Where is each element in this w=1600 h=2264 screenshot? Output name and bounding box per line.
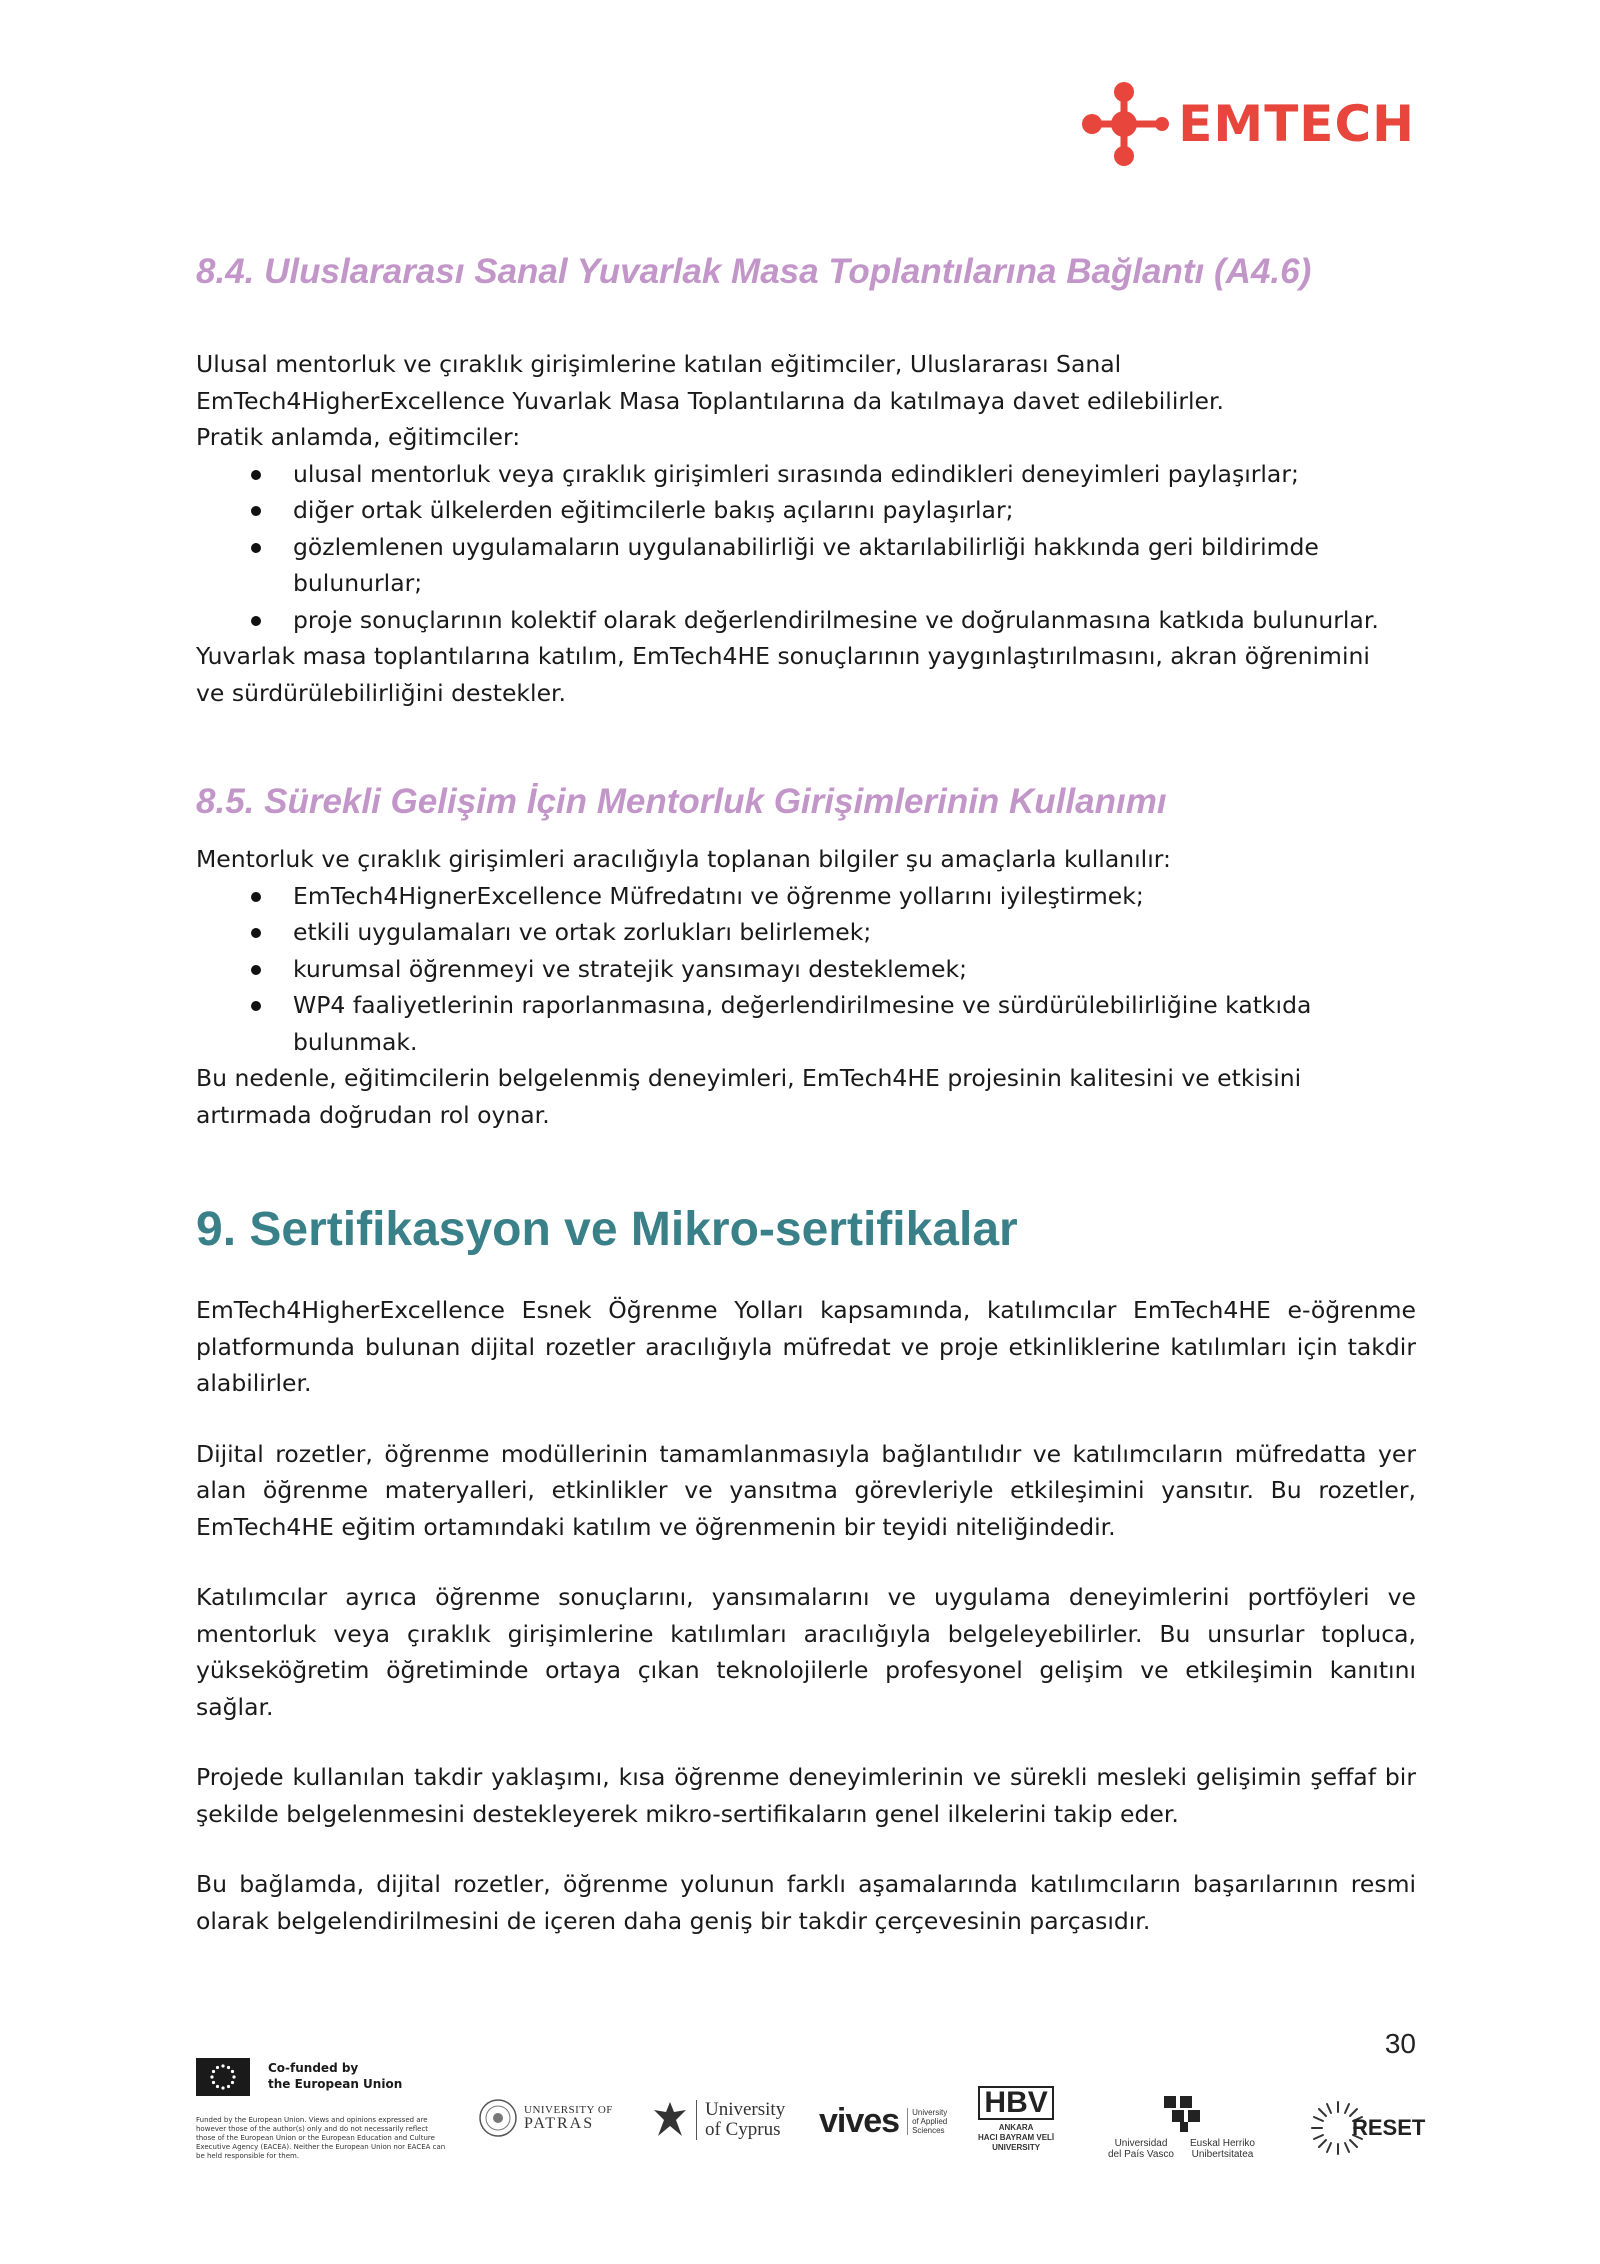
section-8-4-intro-line1: Ulusal mentorluk ve çıraklık girişimlerine katılan eğitimciler, Uluslararası Sanal bbox=[196, 350, 1122, 378]
footer bbox=[196, 2058, 1426, 2178]
list-item: WP4 faaliyetlerinin raporlanmasına, değerlendirilmesine ve sürdürülebilirliğine katkıda bulunmak. bbox=[196, 987, 1416, 1060]
university-of-cyprus-logo bbox=[652, 2100, 785, 2140]
ehu-right1: Euskal Herriko bbox=[1189, 2138, 1255, 2149]
section-9-paragraph-3: Katılımcılar ayrıca öğrenme sonuçlarını, yansımalarını ve uygulama deneyimlerini portföyleri ve mentorluk veya çıraklık girişimlerine katılımları aracılığıyla belgeleyebilirler. Bu unsurlar topluca, yükseköğretim öğretiminde ortaya çıkan teknolojilerle profesyonel gelişim ve etkileşimin kanıtını sağlar. bbox=[196, 1583, 1416, 1721]
vives-logo bbox=[819, 2102, 947, 2141]
section-8-4-title: 8.4. Uluslararası Sanal Yuvarlak Masa Toplantılarına Bağlantı (A4.6) bbox=[196, 252, 1312, 291]
section-9-title: 9. Sertifikasyon ve Mikro-sertifikalar bbox=[196, 1203, 1018, 1256]
hbv-sub3: UNIVERSITY bbox=[992, 2143, 1041, 2152]
section-8-4-intro-line2: EmTech4HigherExcellence Yuvarlak Masa Toplantılarına da katılmaya davet edilebilirler. bbox=[196, 386, 1224, 415]
ehu-left2: del País Vasco bbox=[1108, 2149, 1174, 2160]
section-8-4 bbox=[196, 250, 1416, 294]
section-8-4-intro-line3: Pratik anlamda, eğitimciler: bbox=[196, 423, 521, 451]
list-item: EmTech4HignerExcellence Müfredatını ve öğrenme yollarını iyileştirmek; bbox=[196, 878, 1416, 915]
patras-line2: PATRAS bbox=[524, 2115, 595, 2132]
eu-flag-icon bbox=[196, 2058, 250, 2096]
ehu-left1: Universidad bbox=[1114, 2138, 1168, 2149]
list-item: gözlemlenen uygulamaların uygulanabilirliği ve aktarılabilirliği hakkında geri bildirimde bulunurlar; bbox=[196, 529, 1416, 602]
section-8-5-outro-line1: Bu nedenle, eğitimcilerin belgelenmiş deneyimleri, EmTech4HE projesinin kalitesini ve etkisini bbox=[196, 1064, 1302, 1092]
ehu-emblem-icon bbox=[1154, 2094, 1210, 2134]
eu-disclaimer: Funded by the European Union. Views and opinions expressed are however those of the author(s) only and do not necessarily reflect those of the European Union or the European Education and Culture Executive Agency (EACEA). Neither the European Union nor EACEA can be held responsible for them. bbox=[196, 2116, 446, 2160]
emtech-logo bbox=[1078, 78, 1415, 170]
patras-seal-icon bbox=[478, 2098, 518, 2138]
cyprus-emblem-icon bbox=[652, 2100, 688, 2140]
section-9 bbox=[196, 1200, 1416, 1260]
hbv-mark: HBV bbox=[978, 2086, 1053, 2120]
section-9-paragraph-5: Bu bağlamda, dijital rozetler, öğrenme yolunun farklı aşamalarında katılımcıların başarılarının resmi olarak belgelendirilmesini de içeren daha geniş bir takdir çerçevesinin parçasıdır. bbox=[196, 1870, 1416, 1935]
section-8-4-body bbox=[196, 346, 1416, 711]
list-item: ulusal mentorluk veya çıraklık girişimleri sırasında edindikleri deneyimleri paylaşırlar; bbox=[196, 456, 1416, 493]
hbv-sub1: ANKARA bbox=[998, 2123, 1034, 2132]
logo-text: EMTECH bbox=[1178, 95, 1415, 153]
section-8-5-body bbox=[196, 841, 1416, 1133]
section-8-4-outro-line1: Yuvarlak masa toplantılarına katılım, EmTech4HE sonuçlarının yaygınlaştırılmasını, akran öğrenimini bbox=[196, 642, 1370, 670]
vives-sub2: of Applied bbox=[912, 2117, 948, 2126]
reset-wordmark: RESET bbox=[1352, 2115, 1426, 2140]
section-8-5-bullet-list bbox=[196, 878, 1416, 1061]
hbv-sub2: HACI BAYRAM VELİ bbox=[978, 2133, 1055, 2142]
list-item: kurumsal öğrenmeyi ve stratejik yansımayı desteklemek; bbox=[196, 951, 1416, 988]
list-item: proje sonuçlarının kolektif olarak değerlendirilmesine ve doğrulanmasına katkıda bulunurlar. bbox=[196, 602, 1416, 639]
section-8-5-title: 8.5. Sürekli Gelişim İçin Mentorluk Girişimlerinin Kullanımı bbox=[196, 782, 1167, 821]
section-8-5-intro: Mentorluk ve çıraklık girişimleri aracılığıyla toplanan bilgiler şu amaçlarla kullanılır: bbox=[196, 845, 1171, 873]
vives-sub1: University bbox=[912, 2108, 948, 2117]
list-item: diğer ortak ülkelerden eğitimcilerle bakış açılarını paylaşırlar; bbox=[196, 492, 1416, 529]
section-8-5-outro-line2: artırmada doğrudan rol oynar. bbox=[196, 1100, 550, 1129]
section-9-body bbox=[196, 1292, 1416, 1939]
section-8-5 bbox=[196, 780, 1416, 824]
haci-bayram-veli-logo bbox=[978, 2086, 1054, 2153]
patras-line1: UNIVERSITY OF bbox=[524, 2104, 613, 2116]
page-number: 30 bbox=[1384, 2028, 1416, 2059]
section-9-paragraph-4: Projede kullanılan takdir yaklaşımı, kısa öğrenme deneyimlerinin ve sürekli mesleki gelişimin şeffaf bir şekilde belgelenmesini destekleyerek mikro-sertifikaların genel ilkelerini takip eder. bbox=[196, 1763, 1416, 1828]
vives-wordmark: vives bbox=[819, 2102, 900, 2140]
section-9-paragraph-2: Dijital rozetler, öğrenme modüllerinin tamamlanmasıyla bağlantılıdır ve katılımcıların müfredatta yer alan öğrenme materyalleri, etkinlikler ve yansıtma görevleriyle etkileşimini yansıtır. Bu rozetler, EmTech4HE eğitim ortamındaki katılım ve öğrenmenin bir teyidi niteliğindedir. bbox=[196, 1439, 1416, 1541]
eu-cofunded-label bbox=[268, 2060, 408, 2092]
eu-label-line2: the European Union bbox=[268, 2077, 403, 2091]
section-9-paragraph-1: EmTech4HigherExcellence Esnek Öğrenme Yolları kapsamında, katılımcılar EmTech4HE e-öğrenme platformunda bulunan dijital rozetler aracılığıyla müfredat ve proje etkinliklerine katılımları için takdir alabilirler. bbox=[196, 1296, 1416, 1397]
university-of-patras-logo bbox=[478, 2098, 613, 2138]
section-8-4-outro-line2: ve sürdürülebilirliğini destekler. bbox=[196, 678, 566, 707]
cyprus-line2: of Cyprus bbox=[705, 2119, 781, 2140]
vives-sub3: Sciences bbox=[912, 2126, 945, 2135]
cyprus-line1: University bbox=[705, 2099, 786, 2120]
emtech-molecule-icon bbox=[1078, 78, 1170, 170]
reset-logo bbox=[1308, 2098, 1425, 2158]
section-8-4-bullet-list bbox=[196, 456, 1416, 639]
list-item: etkili uygulamaları ve ortak zorlukları belirlemek; bbox=[196, 914, 1416, 951]
upv-ehu-logo bbox=[1108, 2094, 1255, 2160]
ehu-right2: Unibertsitatea bbox=[1191, 2149, 1254, 2160]
eu-label-line1: Co-funded by bbox=[268, 2061, 359, 2075]
